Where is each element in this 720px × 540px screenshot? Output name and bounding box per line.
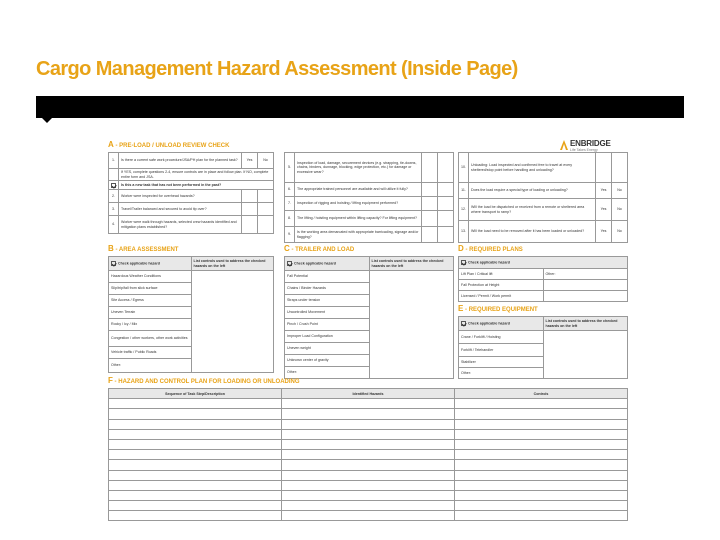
text-span: AREA ASSESSMENT [118, 247, 179, 253]
checkbox[interactable] [461, 321, 466, 326]
table-cell: The appropriate trained personnel are available and will utilize it fully? [295, 183, 422, 197]
table-cell: If YES, complete questions 2-4, ensure controls are in place and follow plan. If NO, complete entire form and JSA. [119, 169, 274, 181]
table-cell [109, 450, 282, 460]
text-span: REQUIRED EQUIPMENT [468, 307, 538, 313]
table-cell: Crane / Forklift / Hoisting [459, 331, 544, 344]
table-cell [455, 490, 628, 500]
table-cell: Pinch / Crush Point [285, 319, 370, 331]
table-cell: 1. [109, 153, 119, 169]
table-row [109, 169, 274, 181]
table-cell [282, 399, 455, 409]
table-row [459, 269, 628, 280]
text-span: F [108, 376, 113, 385]
table-cell [612, 153, 628, 183]
table-row [459, 280, 628, 291]
slide-title: Cargo Management Hazard Assessment (Inside Page) [36, 58, 518, 80]
table-cell [109, 181, 119, 190]
table-cell: Yes [596, 183, 612, 199]
text-span: PRE-LOAD / UNLOAD REVIEW CHECK [119, 143, 230, 149]
text-span: Check applicable hazard [468, 321, 510, 326]
table-cell [109, 169, 119, 181]
checkbox[interactable] [111, 183, 116, 188]
table-cell [109, 470, 282, 480]
table-cell [438, 211, 454, 227]
table-cell [109, 511, 282, 521]
table-cell: Forklift / Telehandler [459, 344, 544, 357]
section-a-right-table [458, 152, 628, 243]
table-row [109, 480, 628, 490]
table-row [109, 190, 274, 203]
table-cell [455, 511, 628, 521]
table-cell [282, 470, 455, 480]
table-row [285, 227, 454, 243]
table-cell [242, 203, 258, 216]
table-cell: Slip/trip/fall from slick surface [109, 283, 192, 295]
table-cell: Yes [596, 221, 612, 243]
table-row [459, 291, 628, 302]
table-cell [242, 190, 258, 203]
table-cell [191, 271, 274, 373]
table-row [285, 153, 454, 183]
table-cell: 8. [285, 211, 295, 227]
table-row [285, 257, 454, 271]
text-span: Check applicable hazard [118, 261, 160, 266]
checkbox[interactable] [287, 261, 292, 266]
table-row [109, 153, 274, 169]
table-cell: Hazardous Weather Conditions [109, 271, 192, 283]
table-cell: Uneven weight [285, 343, 370, 355]
text-span: REQUIRED PLANS [469, 247, 523, 253]
table-cell: 10. [459, 153, 469, 183]
table-cell [282, 501, 455, 511]
table-cell [369, 271, 454, 379]
table-cell: Straps under tension [285, 295, 370, 307]
column-header: Identified Hazards [282, 389, 455, 399]
table-cell: Other: [109, 359, 192, 373]
table-cell [282, 439, 455, 449]
text-span: C [284, 244, 290, 253]
table-row [459, 331, 628, 344]
logo-name: ENBRIDGE [570, 139, 611, 148]
table-cell [282, 429, 455, 439]
table-row [109, 181, 274, 190]
table-cell: Improper Load Configuration [285, 331, 370, 343]
table-cell [543, 280, 628, 291]
table-cell: Fall Protection at Height [459, 280, 544, 291]
table-cell [455, 450, 628, 460]
table-row [285, 183, 454, 197]
table-cell [438, 183, 454, 197]
table-cell [109, 257, 192, 271]
table-cell: Congestion / other workers, other work activities [109, 331, 192, 347]
title-bar-notch [42, 118, 52, 123]
table-cell: Licensed / Permit / Work permit [459, 291, 544, 302]
table-cell [109, 490, 282, 500]
table-row [285, 197, 454, 211]
table-cell [438, 197, 454, 211]
section-a-table [108, 152, 274, 234]
section-b-table [108, 256, 274, 373]
table-cell: List controls used to address the checked hazards on the left [543, 317, 628, 331]
table-row [109, 439, 628, 449]
table-cell: Travel/Trailer balanced and secured to avoid tip over? [119, 203, 242, 216]
table-cell [455, 480, 628, 490]
section-a-heading: A - PRE-LOAD / UNLOAD REVIEW CHECK [108, 140, 230, 149]
form-page-image [106, 132, 630, 527]
table-cell: No [612, 221, 628, 243]
table-cell [422, 211, 438, 227]
table-cell [109, 409, 282, 419]
table-cell: Will the load be dispatched or received from a remote or sheltered area where transport to ramp? [469, 199, 596, 221]
table-cell: Other: [459, 368, 544, 379]
table-row [109, 450, 628, 460]
table-row [109, 399, 628, 409]
table-cell: Stabilizer [459, 357, 544, 368]
section-b-heading: B - AREA ASSESSMENT [108, 244, 179, 253]
table-cell [543, 331, 628, 379]
table-cell [438, 153, 454, 183]
table-cell: Worker were walk through hazards, selected crew hazards identified and mitigation plans established? [119, 216, 242, 234]
table-cell [455, 470, 628, 480]
table-cell: No [612, 183, 628, 199]
column-header: Controls [455, 389, 628, 399]
logo-tagline: Life Takes Energy [570, 148, 598, 152]
table-cell [109, 419, 282, 429]
text-span: HAZARD AND CONTROL PLAN FOR LOADING OR UNLOADING [118, 379, 300, 385]
table-cell [455, 429, 628, 439]
table-cell: Inspection of rigging and hoisting / lifting equipment performed? [295, 197, 422, 211]
table-cell [422, 227, 438, 243]
table-cell: List controls used to address the checked hazards on the left [191, 257, 274, 271]
checkbox[interactable] [111, 261, 116, 266]
table-cell: List controls used to address the checked hazards on the left [369, 257, 454, 271]
table-cell [109, 429, 282, 439]
table-cell [258, 190, 274, 203]
table-cell [455, 501, 628, 511]
table-cell: Worker were inspected for overhead hazards? [119, 190, 242, 203]
table-cell [109, 480, 282, 490]
text-span: Check applicable hazard [468, 260, 510, 265]
table-cell [282, 480, 455, 490]
table-cell: 5. [285, 153, 295, 183]
table-cell [282, 409, 455, 419]
table-cell: Does the load require a special type of loading or unloading? [469, 183, 596, 199]
table-cell [438, 227, 454, 243]
table-cell [455, 419, 628, 429]
text-span: TRAILER AND LOAD [295, 247, 355, 253]
table-cell: Lift Plan / Critical lift [459, 269, 544, 280]
table-cell [596, 153, 612, 183]
table-cell: Inspection of load, damage, securement devices (e.g. strapping, tie-downs, chains, binders, dunnage, blocking, edge protection, etc.) for damage or excessive wear? [295, 153, 422, 183]
table-cell: 3. [109, 203, 119, 216]
table-row [459, 221, 628, 243]
table-cell [455, 409, 628, 419]
table-cell: Yes [596, 199, 612, 221]
text-span: B [108, 244, 114, 253]
table-row [109, 389, 628, 399]
table-row [285, 211, 454, 227]
section-f-heading: F - HAZARD AND CONTROL PLAN FOR LOADING OR UNLOADING [108, 376, 300, 385]
table-cell: 9. [285, 227, 295, 243]
table-row [109, 216, 274, 234]
table-cell [455, 460, 628, 470]
table-cell: Other: [543, 269, 628, 280]
table-cell [459, 317, 544, 331]
checkbox[interactable] [461, 260, 466, 265]
table-row [285, 271, 454, 283]
table-cell [109, 501, 282, 511]
table-cell: Uneven Terrain [109, 307, 192, 319]
table-cell [109, 439, 282, 449]
table-cell: Is there a current safe work procedure/JSA/PH plan for the planned task? [119, 153, 242, 169]
table-cell: Is the working area demarcated with appropriate barricading, signage and/or flagging? [295, 227, 422, 243]
table-row [109, 460, 628, 470]
table-row [109, 203, 274, 216]
table-cell: Fall Potential [285, 271, 370, 283]
table-cell: 12. [459, 199, 469, 221]
table-cell: Rocky / Icy / Mix [109, 319, 192, 331]
table-cell: Unknown center of gravity [285, 355, 370, 367]
section-f-table [108, 388, 628, 521]
table-cell: 11. [459, 183, 469, 199]
section-e-heading: E - REQUIRED EQUIPMENT [458, 304, 538, 313]
table-row [109, 429, 628, 439]
table-row [109, 470, 628, 480]
table-cell: Unloading: Load inspected and confirmed free to travel at every sheltered/stop point before handling and unloading? [469, 153, 596, 183]
title-bar [36, 96, 684, 118]
table-row [459, 153, 628, 183]
table-cell [109, 460, 282, 470]
text-span: D [458, 244, 464, 253]
table-cell: Uncontrolled Movement [285, 307, 370, 319]
table-row [109, 271, 274, 283]
table-row [459, 183, 628, 199]
section-d-table [458, 256, 628, 302]
table-cell [282, 490, 455, 500]
table-cell: 13. [459, 221, 469, 243]
table-cell: 4. [109, 216, 119, 234]
table-cell [422, 183, 438, 197]
table-cell [422, 153, 438, 183]
section-c-table [284, 256, 454, 379]
table-cell: Other: [285, 367, 370, 379]
table-cell: Will the load need to be removed after it has been loaded or unloaded? [469, 221, 596, 243]
table-cell [422, 197, 438, 211]
table-cell: 2. [109, 190, 119, 203]
table-cell: Chains / Binder Hazards [285, 283, 370, 295]
text-span: A [108, 140, 114, 149]
table-cell: No [612, 199, 628, 221]
table-row [109, 419, 628, 429]
table-cell: 7. [285, 197, 295, 211]
section-d-heading: D - REQUIRED PLANS [458, 244, 523, 253]
table-cell: The lifting / hoisting equipment within lifting capacity? For lifting equipment? [295, 211, 422, 227]
enbridge-logo-icon [560, 140, 568, 150]
table-cell [282, 460, 455, 470]
section-a-mid-table [284, 152, 454, 243]
table-cell [258, 203, 274, 216]
table-cell [242, 216, 258, 234]
table-row [109, 511, 628, 521]
table-row [109, 501, 628, 511]
table-row [109, 409, 628, 419]
table-row [109, 490, 628, 500]
table-cell [455, 399, 628, 409]
table-cell [543, 291, 628, 302]
table-cell: Site Access / Egress [109, 295, 192, 307]
table-cell [459, 257, 628, 269]
table-row [459, 317, 628, 331]
table-row [459, 257, 628, 269]
text-span: E [458, 304, 464, 313]
text-span: Check applicable hazard [294, 261, 336, 266]
table-row [459, 199, 628, 221]
column-header: Sequence of Task Step/Description [109, 389, 282, 399]
table-row [109, 257, 274, 271]
table-cell [455, 439, 628, 449]
table-cell: Is this a new task that has not been performed in the past? [119, 181, 274, 190]
table-cell: 6. [285, 183, 295, 197]
section-e-table [458, 316, 628, 379]
table-cell [109, 399, 282, 409]
table-cell: No [258, 153, 274, 169]
table-cell [285, 257, 370, 271]
section-c-heading: C - TRAILER AND LOAD [284, 244, 355, 253]
table-cell [282, 419, 455, 429]
table-cell [258, 216, 274, 234]
table-cell [282, 450, 455, 460]
table-cell: Yes [242, 153, 258, 169]
table-cell [282, 511, 455, 521]
table-cell: Vehicle traffic / Public Roads [109, 347, 192, 359]
